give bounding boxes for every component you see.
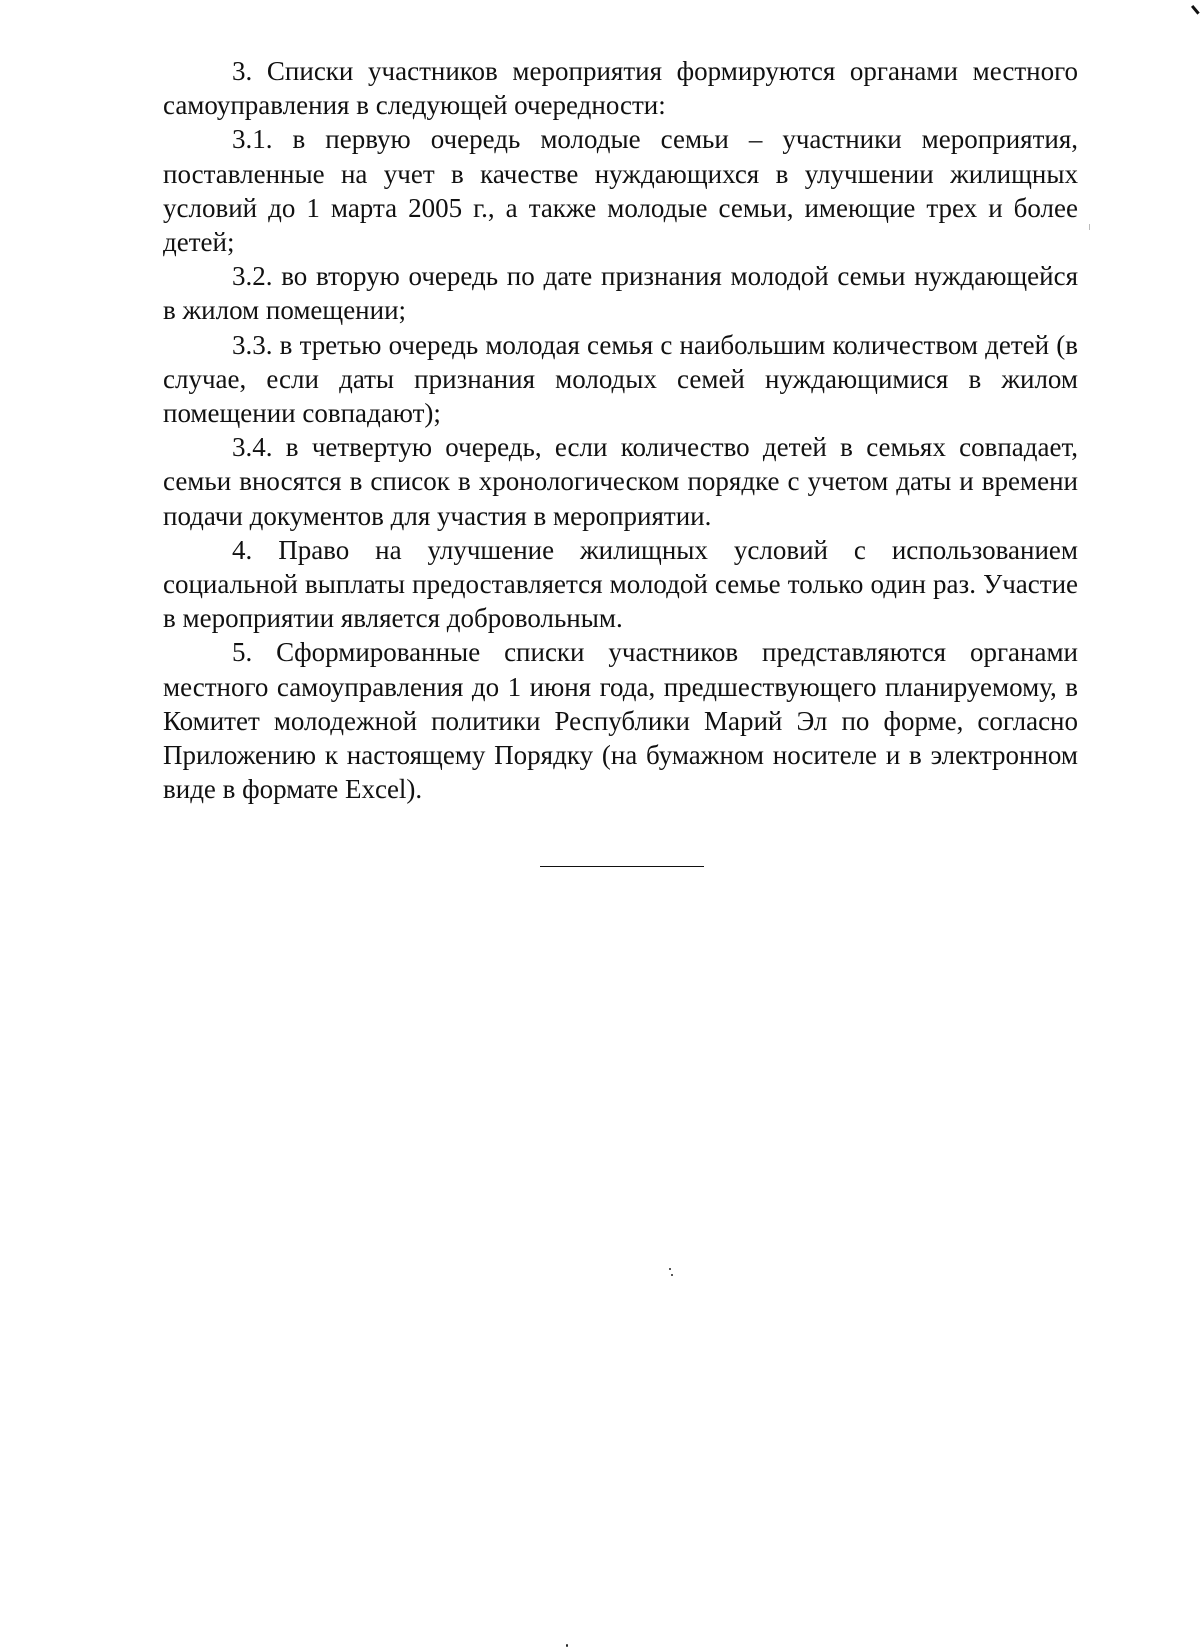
- end-of-text-rule: [540, 866, 704, 867]
- scan-speck: [669, 1268, 671, 1270]
- paragraph-3-1: 3.1. в первую очередь молодые семьи – участники мероприятия, поставленные на учет в качестве нуждающихся в улучшении жилищных условий до 1 марта 2005 г., а также молодые семьи, имеющие трех и более детей;: [163, 124, 1078, 258]
- paragraph-3-4: 3.4. в четвертую очередь, если количество детей в семьях совпадает, семьи вносятся в список в хронологическом порядке с учетом даты и времени подачи документов для участия в мероприятии.: [163, 432, 1078, 531]
- scan-speck: [566, 1644, 568, 1647]
- document-body: [163, 54, 1078, 806]
- scan-margin-tick: [1089, 224, 1090, 230]
- paragraph-5: 5. Сформированные списки участников представляются органами местного самоуправления до 1 июня года, предшествующего планируемому, в Комитет молодежной политики Республики Марий Эл по форме, согласно Приложению к настоящему Порядку (на бумажном носителе и в электронном виде в формате Excel).: [163, 637, 1078, 805]
- scan-speck: [671, 1274, 673, 1276]
- paragraph-3: 3. Списки участников мероприятия формируются органами местного самоуправления в следующей очередности:: [163, 56, 1078, 121]
- paragraph-3-3: 3.3. в третью очередь молодая семья с наибольшим количеством детей (в случае, если даты признания молодых семей нуждающимися в жилом помещении совпадают);: [163, 329, 1078, 429]
- scan-corner-mark: [1183, 5, 1199, 21]
- paragraph-3-2: 3.2. во вторую очередь по дате признания молодой семьи нуждающейся в жилом помещении;: [163, 261, 1078, 326]
- paragraph-4: 4. Право на улучшение жилищных условий с использованием социальной выплаты предоставляется молодой семье только один раз. Участие в мероприятии является добровольным.: [163, 534, 1078, 634]
